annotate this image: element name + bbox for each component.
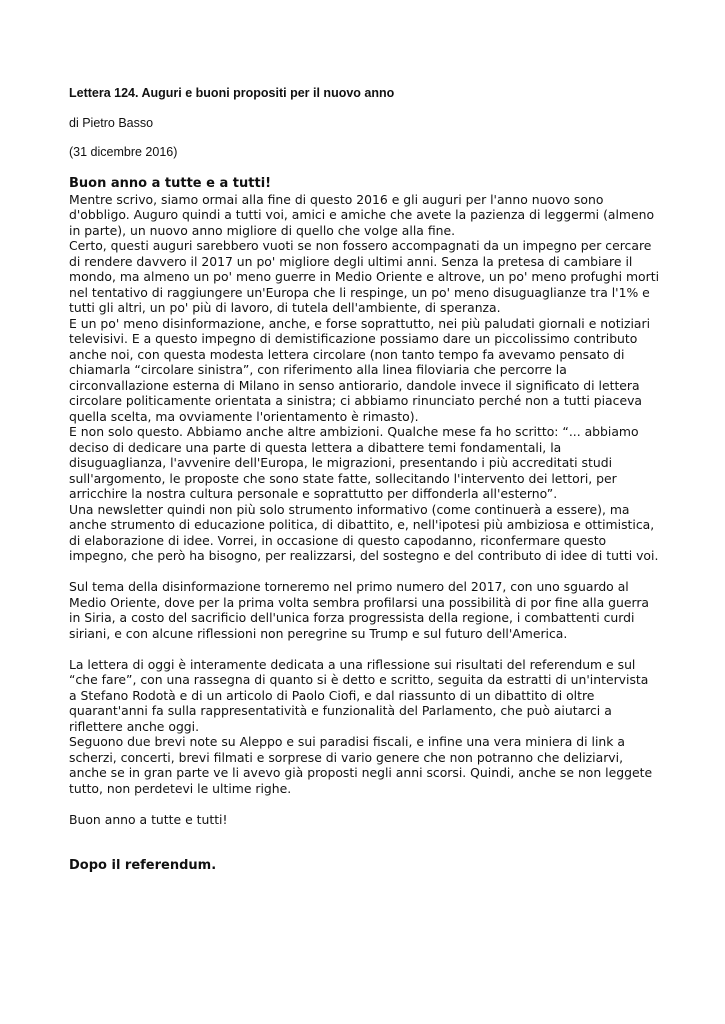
- section-heading: Dopo il referendum.: [69, 858, 217, 873]
- paragraph-4: E non solo questo. Abbiamo anche altre ambizioni. Qualche mese fa ho scritto: “... abbiamo deciso di dedicare una parte di questa lettera a dibattere temi fondamentali, la disuguaglianza, l'avvenire dell'Europa, le migrazioni, presentando i più accreditati studi sull'argomento, le proposte che sono state fatte, sollecitando l'intervento dei lettori, per arricchire la nostra cultura personale e soprattutto per diffonderla all'esterno”.: [69, 424, 639, 501]
- greeting-heading: Buon anno a tutte e a tutti!: [69, 176, 272, 191]
- paragraph-1: Mentre scrivo, siamo ormai alla fine di questo 2016 e gli auguri per l'anno nuovo sono d'obbligo. Auguro quindi a tutti voi, amici e amiche che avete la pazienza di leggermi (almeno in parte), un nuovo anno migliore di quello che volge alla fine.: [69, 191, 655, 238]
- document-date: (31 dicembre 2016): [69, 145, 178, 159]
- paragraph-8: Seguono due brevi note su Aleppo e sui paradisi fiscali, e infine una vera miniera di link a scherzi, concerti, brevi filmati e sorprese di vario genere che non potranno che deliziarvi, anche se in gran parte ve li avevo già proposti negli anni scorsi. Quindi, anche se non leggete tutto, non perdetevi le ultime righe.: [69, 734, 653, 796]
- closing-greeting: Buon anno a tutte e tutti!: [69, 811, 228, 827]
- paragraph-6: Sul tema della disinformazione torneremo nel primo numero del 2017, con uno sguardo al Medio Oriente, dove per la prima volta sembra profilarsi una possibilità di por fine alla guerra in Siria, a costo del sacrificio dell'unica forza progressista della regione, i combattenti curdi siriani, e con alcune riflessioni non peregrine su Trump e sul futuro dell'America.: [69, 579, 650, 641]
- document-title: Lettera 124. Auguri e buoni propositi per il nuovo anno: [69, 86, 395, 100]
- paragraph-5: Una newsletter quindi non più solo strumento informativo (come continuerà a essere), ma anche strumento di educazione politica, di dibattito, e, nell'ipotesi più ambiziosa e ottimistica, di elaborazione di idee. Vorrei, in occasione di questo capodanno, riconfermare questo impegno, che però ha bisogno, per realizzarsi, del sostegno e del contributo di idee di tutti voi.: [69, 501, 659, 563]
- paragraph-3: E un po' meno disinformazione, anche, e forse soprattutto, nei più paludati giornali e notiziari televisivi. E a questo impegno di demistificazione possiamo dare un piccolissimo contributo anche noi, con questa modesta lettera circolare (non tanto tempo fa avevamo pensato di chiamarla “circolare sinistra”, con riferimento alla linea filoviaria che percorre la circonvallazione esterna di Milano in senso antiorario, dandole invece il significato di lettera circolare politicamente orientata a sinistra; ci abbiamo rinunciato perché non a tutti piaceva quella scelta, ma ovviamente l'orientamento è rimasto).: [69, 315, 651, 424]
- document-author: di Pietro Basso: [69, 116, 154, 130]
- paragraph-2: Certo, questi auguri sarebbero vuoti se non fossero accompagnati da un impegno per cercare di rendere davvero il 2017 un po' migliore degli ultimi anni. Senza la pretesa di cambiare il mondo, ma almeno un po' meno guerre in Medio Oriente e altrove, un po' meno profughi morti nel tentativo di raggiungere un'Europa che li respinge, un po' meno disuguaglianze tra l'1% e tutti gli altri, un po' più di lavoro, di tutela dell'ambiente, di speranza.: [69, 238, 660, 315]
- document-page: [69, 86, 659, 874]
- paragraph-7: La lettera di oggi è interamente dedicata a una riflessione sui risultati del referendum e sul “che fare”, con una rassegna di quanto si è detto e scritto, seguita da estratti di un'intervista a Stefano Rodotà e di un articolo di Paolo Ciofi, e dal riassunto di un dibattito di oltre quarant'anni fa sulla rappresentatività e funzionalità del Parlamento, che può aiutarci a riflettere anche oggi.: [69, 656, 649, 734]
